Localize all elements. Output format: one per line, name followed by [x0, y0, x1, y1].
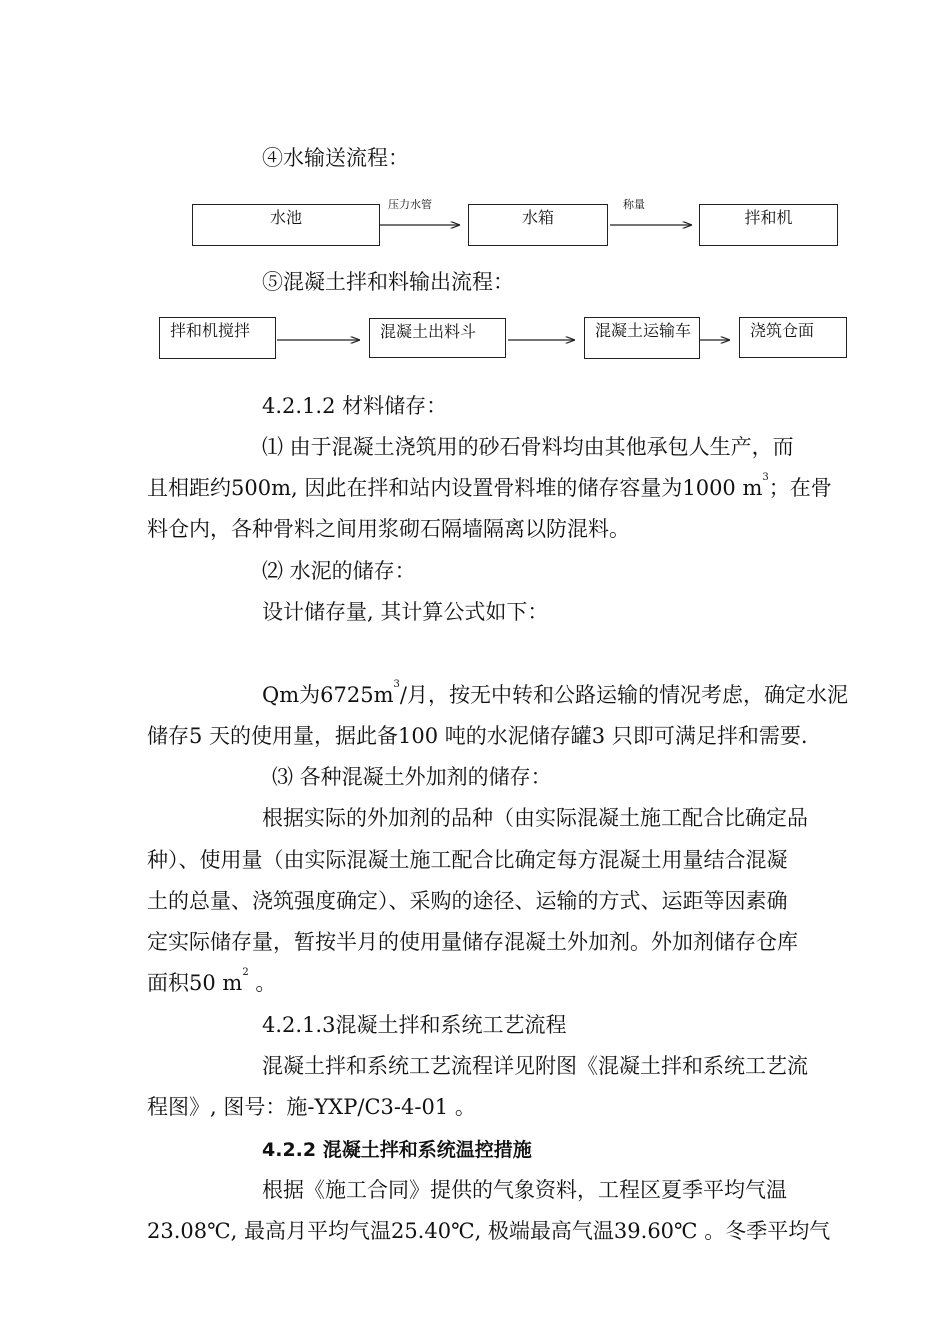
- flow-edge-label-pressure-pipe: 压力水管: [388, 198, 432, 211]
- para-aggregate-line3: 料仓内，各种骨料之间用浆砌石隔墙隔离以防混料。: [147, 517, 630, 541]
- para-cement-heading: ⑵ 水泥的储存：: [262, 559, 416, 583]
- para-process-line2: 程图》, 图号：施-YXP/C3-4-01 。: [147, 1095, 476, 1119]
- concrete-flow-heading: ⑤混凝土拌和料输出流程：: [262, 270, 514, 294]
- flow-node-pool: 水池: [192, 204, 380, 246]
- para-qm-line1: Qm为$6725m^3/$月，按无中转和公路运输的情况考虑，确定水泥: [262, 679, 848, 707]
- para-qm-line2: 储存5 天的使用量，据此备100 吨的水泥储存罐3 只即可满足拌和需要.: [147, 724, 808, 748]
- flow-node-mixing: 拌和机搅拌: [159, 317, 276, 359]
- para-admixture-heading: ⑶ 各种混凝土外加剂的储存：: [272, 765, 552, 789]
- section-4212-title: 4.2.1.2 材料储存：: [262, 394, 448, 418]
- flow-node-tank: 水箱: [468, 204, 608, 246]
- flow-edge-label-weighing: 称量: [623, 198, 645, 211]
- para-admixture-line3: 土的总量、浇筑强度确定）、采购的途径、运输的方式、运距等因素确: [147, 889, 788, 913]
- para-design-capacity: 设计储存量, 其计算公式如下：: [262, 600, 549, 624]
- para-process-line1: 混凝土拌和系统工艺流程详见附图《混凝土拌和系统工艺流: [262, 1054, 808, 1078]
- para-admixture-line5: 面积50 $m^2$ 。: [147, 967, 277, 995]
- para-admixture-line4: 定实际储存量，暂按半月的使用量储存混凝土外加剂。外加剂储存仓库: [147, 930, 798, 954]
- para-climate-line2: 23.08℃, 最高月平均气温25.40℃, 极端最高气温39.60℃ 。冬季平均气: [147, 1219, 831, 1243]
- section-4213-title: 4.2.1.3混凝土拌和系统工艺流程: [262, 1013, 567, 1037]
- flow-node-mixer: 拌和机: [699, 204, 838, 246]
- water-flow-heading: ④水输送流程：: [262, 146, 409, 170]
- flow-node-truck: 混凝土运输车: [584, 317, 700, 359]
- section-422-title: 4.2.2 混凝土拌和系统温控措施: [262, 1139, 532, 1161]
- para-admixture-line1: 根据实际的外加剂的品种（由实际混凝土施工配合比确定品: [262, 806, 808, 830]
- para-aggregate-line1: ⑴ 由于混凝土浇筑用的砂石骨料均由其他承包人生产，而: [262, 435, 794, 459]
- para-climate-line1: 根据《施工合同》提供的气象资料，工程区夏季平均气温: [262, 1178, 787, 1202]
- para-admixture-line2: 种）、使用量（由实际混凝土施工配合比确定每方混凝土用量结合混凝: [147, 848, 788, 872]
- para-aggregate-line2: 且相距约500m, 因此在拌和站内设置骨料堆的储存容量为1000 $m^3$；在骨: [147, 472, 832, 500]
- flow-node-pour: 浇筑仓面: [739, 317, 847, 358]
- flow-node-hopper: 混凝土出料斗: [369, 318, 506, 358]
